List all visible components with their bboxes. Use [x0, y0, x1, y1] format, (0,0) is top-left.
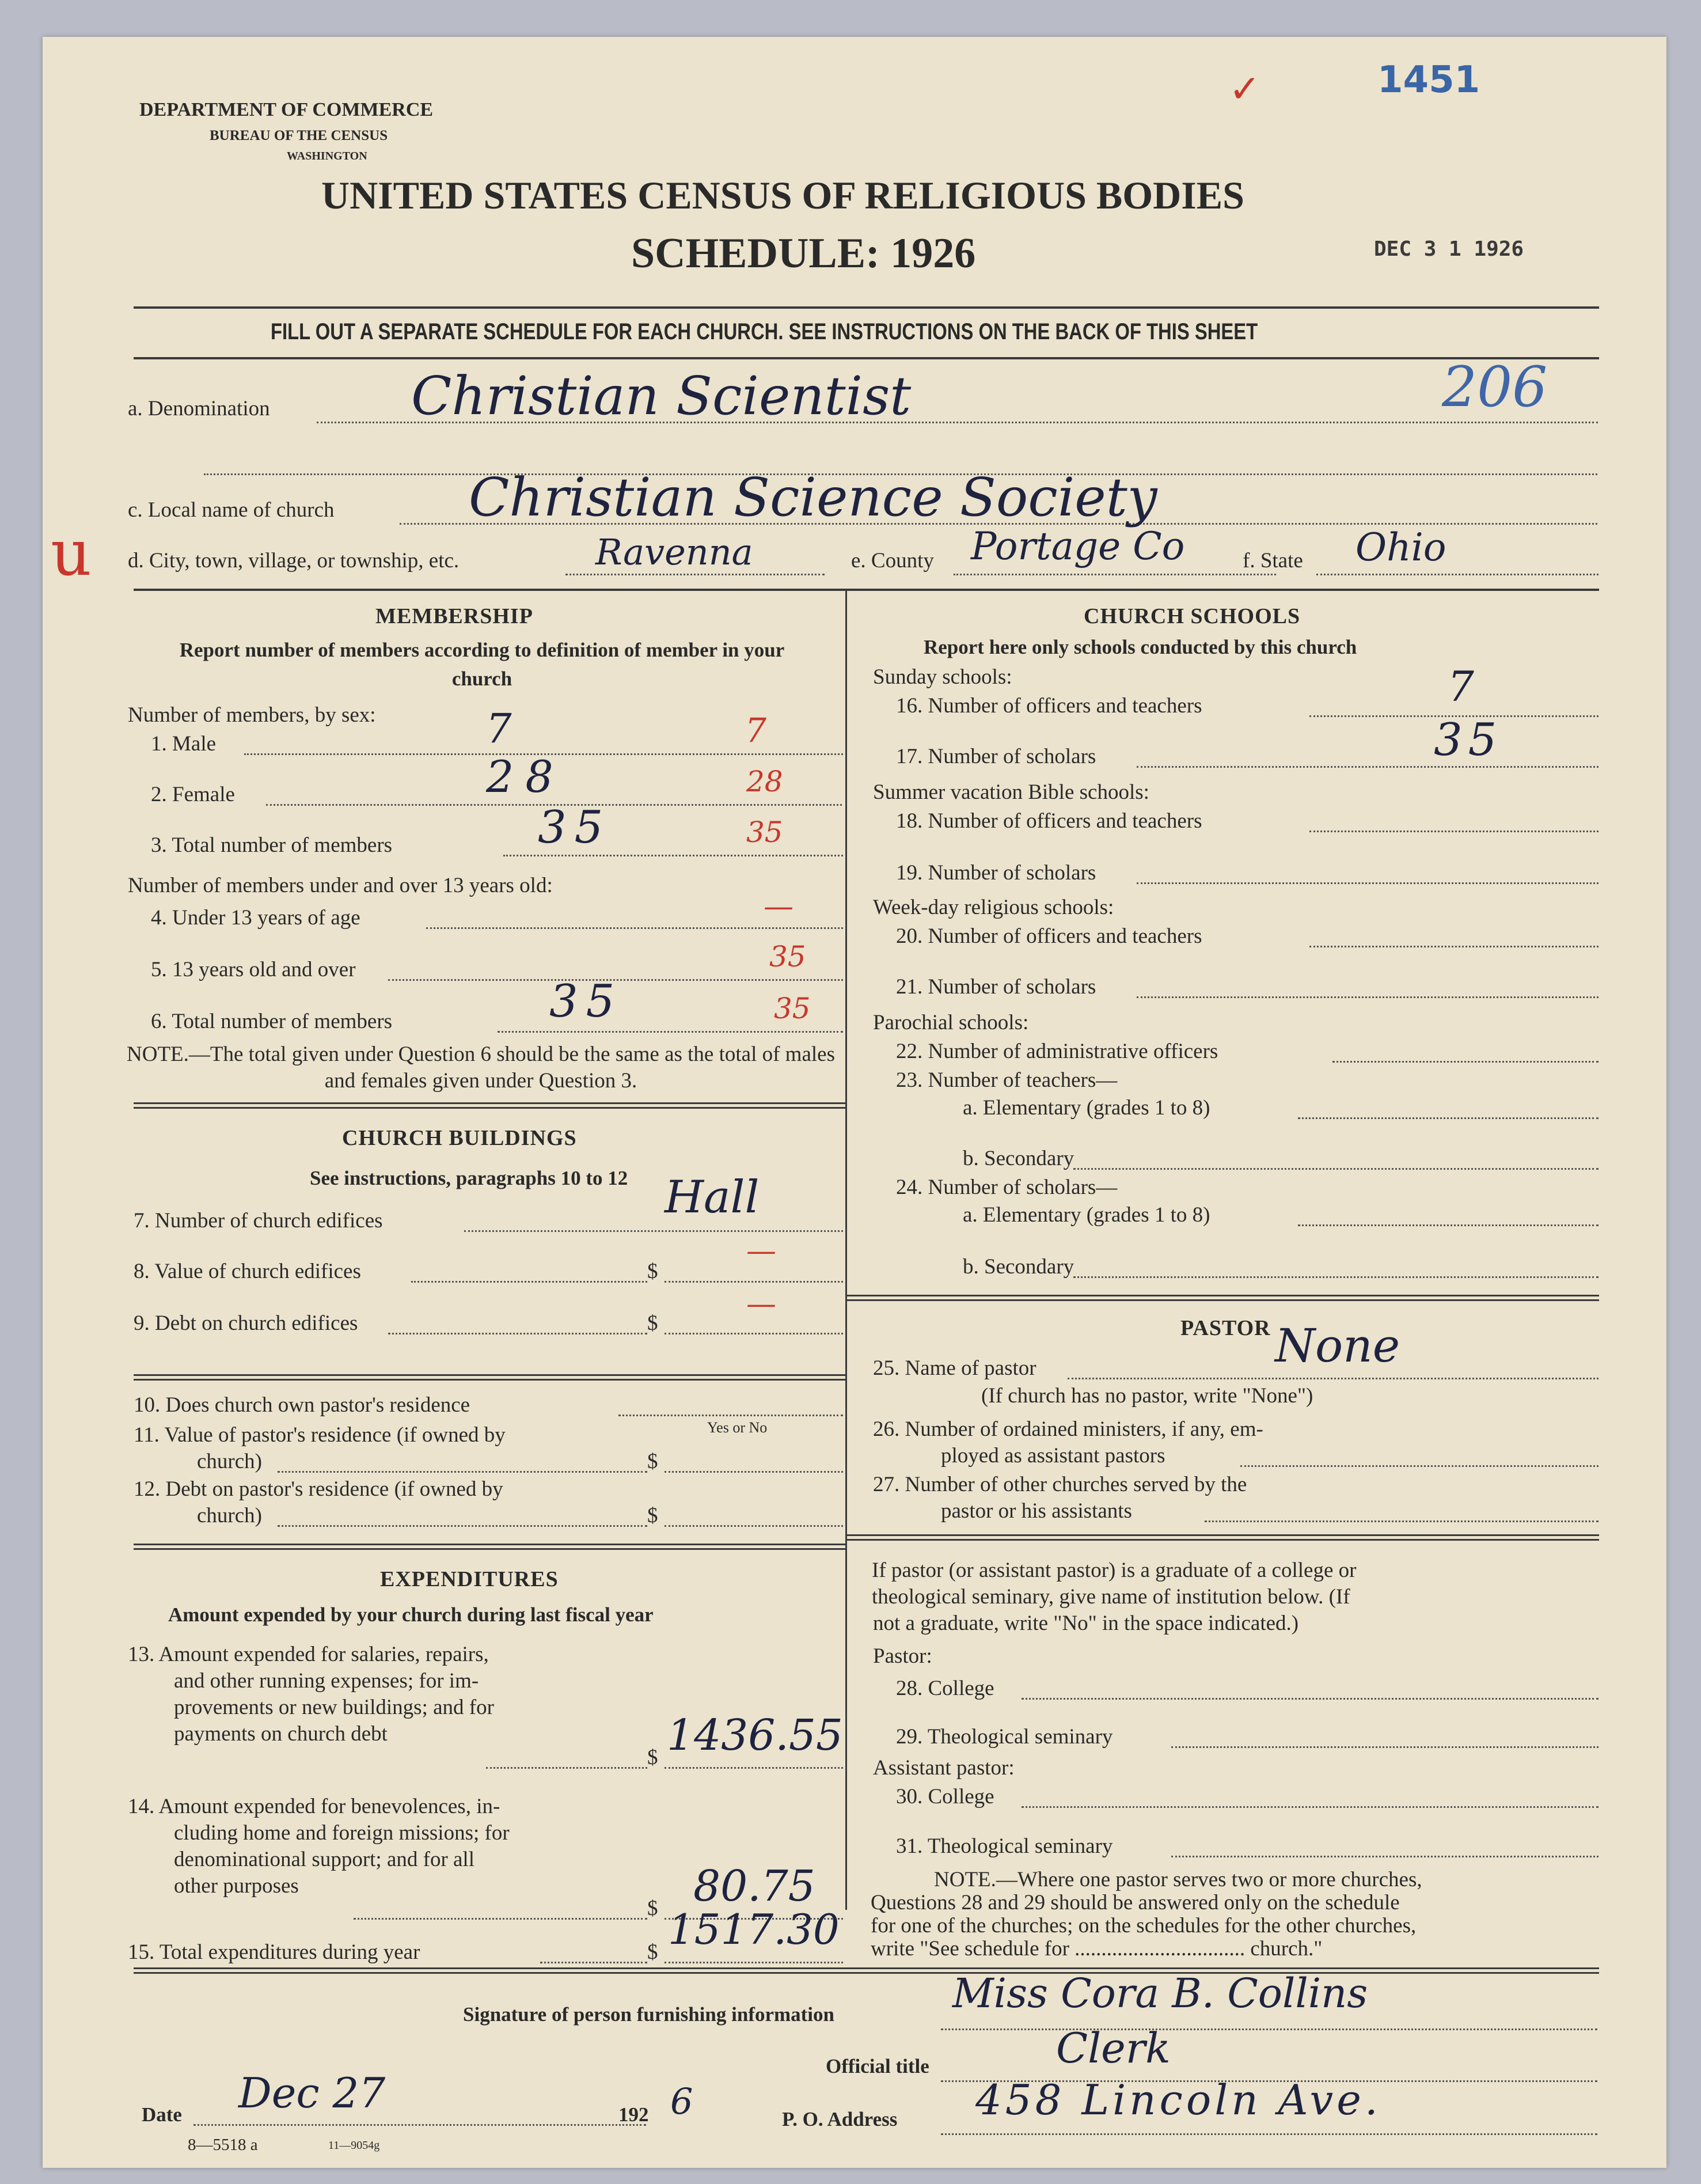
- buildings-subheading: See instructions, paragraphs 10 to 12: [310, 1167, 628, 1189]
- denomination-code: 206: [1442, 355, 1548, 419]
- q16-value[interactable]: 7: [1448, 662, 1474, 711]
- q3-verified: 35: [746, 816, 783, 849]
- q14-line-3: denominational support; and for all: [174, 1848, 474, 1871]
- q9-amount-line: [665, 1333, 843, 1334]
- county-value[interactable]: Portage Co: [971, 524, 1185, 568]
- column-divider: [845, 591, 847, 1910]
- po-address-value[interactable]: 458 Lincoln Ave.: [975, 2076, 1381, 2124]
- q14-line-1: 14. Amount expended for benevolences, in-: [128, 1795, 500, 1818]
- q25-note: (If church has no pastor, write "None"): [981, 1384, 1313, 1408]
- rule: [846, 1539, 1599, 1541]
- q15-value[interactable]: 1517.30: [668, 1905, 840, 1954]
- q26-line: [1240, 1465, 1599, 1467]
- local-name-value[interactable]: Christian Science Society: [469, 467, 1157, 528]
- q27-label-2: pastor or his assistants: [941, 1499, 1132, 1523]
- pastor-note-line-4: write "See schedule for ................................ church.": [871, 1937, 1323, 1961]
- q3-label: 3. Total number of members: [151, 833, 393, 857]
- q24b-label: b. Secondary: [963, 1255, 1074, 1279]
- print-number: 11—9054g: [328, 2139, 380, 2152]
- q31-line: [1171, 1856, 1599, 1857]
- year-prefix: 192: [618, 2103, 649, 2126]
- members-by-sex-label: Number of members, by sex:: [128, 703, 376, 727]
- q2-verified: 28: [746, 765, 783, 798]
- city-label: WASHINGTON: [287, 150, 367, 162]
- q8-line: [411, 1281, 647, 1283]
- rule: [134, 357, 1599, 359]
- q7-line: [464, 1230, 843, 1232]
- po-address-line: [941, 2133, 1597, 2135]
- official-title-value[interactable]: Clerk: [1056, 2024, 1171, 2072]
- q11-label-1: 11. Value of pastor's residence (if owned by: [134, 1423, 506, 1447]
- q9-dollar: $: [647, 1311, 658, 1335]
- q18-line: [1309, 831, 1599, 832]
- q17-label: 17. Number of scholars: [896, 745, 1096, 768]
- q23b-line: [1073, 1168, 1599, 1170]
- denomination-label: a. Denomination: [128, 397, 270, 420]
- q14-line-2: cluding home and foreign missions; for: [174, 1821, 510, 1845]
- q14-label: [128, 1794, 510, 1899]
- q2-label: 2. Female: [151, 783, 235, 806]
- q11-line: [278, 1471, 647, 1473]
- q3-value[interactable]: 35: [538, 802, 612, 854]
- q25-label: 25. Name of pastor: [873, 1356, 1036, 1380]
- q9-label: 9. Debt on church edifices: [134, 1311, 358, 1335]
- q28-label: 28. College: [896, 1677, 994, 1700]
- signature-label: Signature of person furnishing information: [463, 2003, 834, 2026]
- q23a-label: a. Elementary (grades 1 to 8): [963, 1096, 1210, 1120]
- q8-label: 8. Value of church edifices: [134, 1260, 361, 1283]
- q11-amount-line: [665, 1471, 843, 1473]
- sunday-schools-label: Sunday schools:: [873, 665, 1012, 689]
- q25-line: [1068, 1378, 1599, 1379]
- q20-label: 20. Number of officers and teachers: [896, 924, 1202, 948]
- rule: [134, 1374, 845, 1376]
- rule: [134, 1548, 845, 1550]
- q1-value[interactable]: 7: [486, 705, 512, 752]
- q23a-line: [1298, 1117, 1599, 1119]
- q19-label: 19. Number of scholars: [896, 861, 1096, 885]
- q9-value[interactable]: —: [746, 1287, 776, 1321]
- q12-amount-line: [665, 1525, 843, 1527]
- q11-dollar: $: [647, 1450, 658, 1473]
- q13-label: [128, 1641, 494, 1747]
- date-line: [193, 2124, 646, 2126]
- q9-line: [388, 1333, 647, 1334]
- q8-dollar: $: [647, 1260, 658, 1283]
- buildings-heading: CHURCH BUILDINGS: [342, 1126, 577, 1150]
- q13-dollar: $: [647, 1746, 658, 1769]
- q28-line: [1022, 1698, 1599, 1700]
- q30-line: [1022, 1806, 1599, 1808]
- q15-amount-line: [665, 1962, 843, 1963]
- q26-label-1: 26. Number of ordained ministers, if any, em-: [873, 1417, 1263, 1441]
- po-address-label: P. O. Address: [782, 2108, 898, 2130]
- rule: [134, 589, 1599, 591]
- q16-label: 16. Number of officers and teachers: [896, 694, 1202, 718]
- q30-label: 30. College: [896, 1785, 994, 1808]
- q29-label: 29. Theological seminary: [896, 1725, 1113, 1749]
- q13-line-1: 13. Amount expended for salaries, repairs,: [128, 1643, 489, 1666]
- schedule-title: SCHEDULE: 1926: [631, 230, 976, 277]
- q13-line-4: payments on church debt: [174, 1722, 388, 1746]
- rule: [846, 1295, 1599, 1296]
- q7-label: 7. Number of church edifices: [134, 1209, 383, 1233]
- q4-label: 4. Under 13 years of age: [151, 906, 360, 930]
- assistant-pastor-subheading: Assistant pastor:: [873, 1756, 1015, 1780]
- q14-dollar: $: [647, 1897, 658, 1920]
- membership-heading: MEMBERSHIP: [375, 604, 533, 628]
- q6-value[interactable]: 35: [549, 976, 623, 1027]
- summer-schools-label: Summer vacation Bible schools:: [873, 780, 1149, 804]
- official-title-label: Official title: [826, 2055, 929, 2077]
- q21-label: 21. Number of scholars: [896, 975, 1096, 999]
- q4-verified: —: [764, 889, 793, 924]
- graduate-instructions: [872, 1557, 1356, 1637]
- membership-subheading: Report number of members according to definition of member in your church: [179, 639, 785, 690]
- department-label: DEPARTMENT OF COMMERCE: [139, 99, 434, 120]
- city-value[interactable]: Ravenna: [595, 531, 753, 573]
- state-label: f. State: [1243, 549, 1303, 572]
- separate-schedule-instruction: FILL OUT A SEPARATE SCHEDULE FOR EACH CHURCH. SEE INSTRUCTIONS ON THE BACK OF THIS SHEET: [271, 319, 1258, 344]
- pastor-heading: PASTOR: [1180, 1316, 1271, 1340]
- q10-label: 10. Does church own pastor's residence: [134, 1393, 470, 1417]
- serial-number: 1451: [1377, 59, 1480, 101]
- city-town-label: d. City, town, village, or township, etc.: [128, 549, 460, 572]
- form-number: 8—5518 a: [188, 2136, 258, 2154]
- q5-verified: 35: [769, 940, 806, 973]
- parochial-schools-label: Parochial schools:: [873, 1011, 1029, 1034]
- q13-amount-line: [665, 1767, 843, 1769]
- q17-value[interactable]: 35: [1434, 714, 1503, 766]
- q10-line: [618, 1415, 843, 1416]
- form-title: UNITED STATES CENSUS OF RELIGIOUS BODIES: [321, 173, 1244, 217]
- q6-label: 6. Total number of members: [151, 1010, 393, 1033]
- q14-value[interactable]: 80.75: [693, 1861, 815, 1911]
- rule: [134, 306, 1599, 309]
- rule: [846, 1299, 1599, 1301]
- signature-value[interactable]: Miss Cora B. Collins: [952, 1970, 1368, 2017]
- q18-label: 18. Number of officers and teachers: [896, 809, 1202, 833]
- local-name-label: c. Local name of church: [128, 498, 335, 522]
- q3-line: [503, 855, 843, 856]
- rule: [134, 1379, 845, 1381]
- signature-line: [941, 2028, 1597, 2030]
- county-line: [954, 574, 1276, 575]
- county-label: e. County: [851, 549, 934, 572]
- q17-line: [1137, 766, 1599, 768]
- q6-verified: 35: [774, 992, 811, 1025]
- rule: [134, 1102, 845, 1104]
- city-line: [565, 574, 825, 575]
- expenditures-heading: EXPENDITURES: [380, 1567, 559, 1591]
- q26-label-2: ployed as assistant pastors: [941, 1444, 1165, 1468]
- q22-label: 22. Number of administrative officers: [896, 1040, 1218, 1063]
- q2-value[interactable]: 28: [486, 751, 565, 802]
- q24b-line: [1073, 1276, 1599, 1278]
- pastor-note-line-2: Questions 28 and 29 should be answered only on the schedule: [871, 1891, 1400, 1914]
- membership-note: NOTE.—The total given under Question 6 should be the same as the total of males and females given under Question 3.: [127, 1042, 835, 1093]
- census-form-page: [43, 37, 1666, 2168]
- pastor-note-line-3: for one of the churches; on the schedules for the other churches,: [871, 1914, 1417, 1937]
- graduate-line-1: If pastor (or assistant pastor) is a graduate of a college or: [872, 1559, 1357, 1582]
- q27-line: [1205, 1521, 1599, 1522]
- q12-dollar: $: [647, 1504, 658, 1527]
- church-schools-subheading: Report here only schools conducted by this church: [924, 636, 1357, 658]
- state-line: [1316, 574, 1599, 575]
- under-over-label: Number of members under and over 13 years old:: [128, 874, 553, 897]
- q6-line: [498, 1031, 843, 1033]
- q13-line: [486, 1767, 647, 1769]
- q31-label: 31. Theological seminary: [896, 1834, 1113, 1858]
- check-mark: ✓: [1229, 67, 1261, 111]
- q25-value[interactable]: None: [1275, 1319, 1400, 1372]
- q12-line: [278, 1525, 647, 1527]
- q8-value[interactable]: —: [746, 1234, 776, 1268]
- weekday-schools-label: Week-day religious schools:: [873, 896, 1114, 919]
- graduate-line-2: theological seminary, give name of institution below. (If: [872, 1585, 1350, 1609]
- rule: [846, 1534, 1599, 1536]
- q23b-label: b. Secondary: [963, 1147, 1074, 1170]
- q22-line: [1332, 1061, 1599, 1063]
- q14-line-4: other purposes: [174, 1874, 299, 1898]
- denomination-value[interactable]: Christian Scientist: [411, 365, 912, 427]
- q24a-label: a. Elementary (grades 1 to 8): [963, 1203, 1210, 1227]
- q11-label-2: church): [197, 1450, 262, 1473]
- q23-label: 23. Number of teachers—: [896, 1068, 1118, 1092]
- pastor-note: [871, 1868, 1422, 1961]
- graduate-line-3: not a graduate, write "No" in the space indicated.): [873, 1612, 1299, 1635]
- rule: [134, 1107, 845, 1109]
- q21-line: [1137, 996, 1599, 998]
- q14-line: [354, 1918, 647, 1920]
- q24a-line: [1298, 1224, 1599, 1226]
- q13-value[interactable]: 1436.55: [667, 1711, 844, 1760]
- q19-line: [1137, 882, 1599, 884]
- q5-label: 5. 13 years old and over: [151, 958, 356, 981]
- date-value[interactable]: Dec 27: [238, 2069, 386, 2117]
- pastor-note-line-1: NOTE.—Where one pastor serves two or more churches,: [934, 1868, 1422, 1891]
- q13-line-3: provements or new buildings; and for: [174, 1696, 494, 1719]
- q8-amount-line: [665, 1281, 843, 1283]
- yes-no-hint: Yes or No: [707, 1419, 768, 1436]
- pastor-subheading: Pastor:: [873, 1644, 932, 1668]
- q1-verified: 7: [745, 711, 766, 750]
- q29-line: [1171, 1746, 1599, 1748]
- q24-label: 24. Number of scholars—: [896, 1176, 1118, 1199]
- q15-line: [540, 1962, 647, 1963]
- q15-label: 15. Total expenditures during year: [128, 1940, 420, 1964]
- q27-label-1: 27. Number of other churches served by the: [873, 1473, 1247, 1496]
- q20-line: [1309, 946, 1599, 947]
- q12-label-2: church): [197, 1504, 262, 1527]
- date-label: Date: [142, 2103, 182, 2126]
- q13-line-2: and other running expenses; for im-: [174, 1669, 479, 1693]
- church-schools-heading: CHURCH SCHOOLS: [1084, 604, 1301, 628]
- bureau-label: BUREAU OF THE CENSUS: [210, 128, 388, 143]
- rule: [134, 1544, 845, 1545]
- expenditures-subheading: Amount expended by your church during last fiscal year: [168, 1603, 654, 1626]
- q4-line: [426, 927, 843, 929]
- q15-dollar: $: [647, 1940, 658, 1964]
- year-value[interactable]: 6: [670, 2080, 693, 2122]
- q1-label: 1. Male: [151, 732, 217, 756]
- q7-value[interactable]: Hall: [665, 1171, 760, 1223]
- q12-label-1: 12. Debt on pastor's residence (if owned by: [134, 1477, 503, 1501]
- rule: [134, 1967, 1599, 1969]
- state-value[interactable]: Ohio: [1356, 525, 1446, 570]
- margin-mark: u: [51, 516, 92, 590]
- rule: [134, 1972, 1599, 1974]
- received-stamp: DEC 3 1 1926: [1374, 237, 1524, 261]
